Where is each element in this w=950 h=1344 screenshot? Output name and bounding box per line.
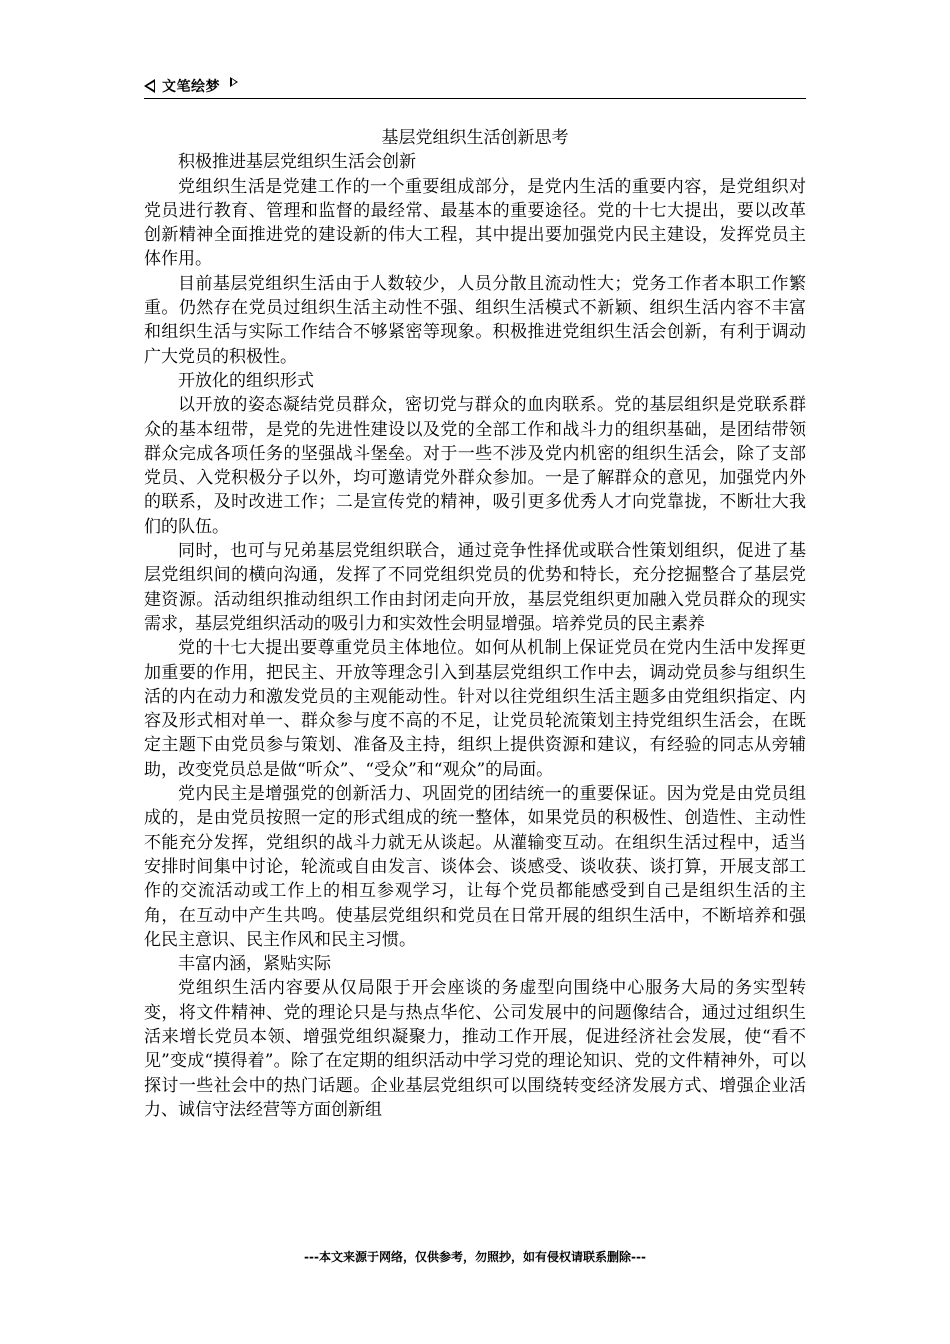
section-heading: 积极推进基层党组织生活会创新	[178, 152, 416, 173]
paragraph: 以开放的姿态凝结党员群众，密切党与群众的血肉联系。党的基层组织是党联系群众的基本纽带，是党的先进性建设以及党的全部工作和战斗力的组织基础，是团结带领群众完成各项任务的坚强战斗堡垒。对于一些不涉及党内机密的组织生活会，除了支部党员、入党积极分子以外，均可邀请党外群众参加。一是了解群众的意见，加强党内外的联系，及时改进工作；二是宣传党的精神，吸引更多优秀人才向党靠拢，不断壮大我们的队伍。	[144, 395, 806, 537]
paragraph: 党组织生活内容要从仅局限于开会座谈的务虚型向围绕中心服务大局的务实型转变，将文件精神、党的理论只是与热点华佗、公司发展中的问题像结合，通过过组织生活来增长党员本领、增强党组织凝聚力，推动工作开展，促进经济社会发展，使“看不见”变成“摸得着”。除了在定期的组织活动中学习党的理论知识、党的文件精神外，可以探讨一些社会中的热门话题。企业基层党组织可以围绕转变经济发展方式、增强企业活力、诚信守法经营等方面创新组	[144, 978, 806, 1120]
document-title: 基层党组织生活创新思考	[381, 128, 569, 148]
page-header	[144, 72, 806, 99]
paragraph: 党内民主是增强党的创新活力、巩固党的团结统一的重要保证。因为党是由党员组成的，是由党员按照一定的形式组成的统一整体，如果党员的积极性、创造性、主动性不能充分发挥，党组织的战斗力就无从谈起。从灌输变互动。在组织生活过程中，适当安排时间集中讨论，轮流或自由发言、谈体会、谈感受、谈收获、谈打算，开展支部工作的交流活动或工作上的相互参观学习，让每个党员都能感受到自己是组织生活的主角，在互动中产生共鸣。使基层党组织和党员在日常开展的组织生活中，不断培养和强化民主意识、民主作风和民主习惯。	[144, 784, 806, 950]
paragraph: 党组织生活是党建工作的一个重要组成部分，是党内生活的重要内容，是党组织对党员进行教育、管理和监督的最经常、最基本的重要途径。党的十七大提出，要以改革创新精神全面推进党的建设新的伟大工程，其中提出要加强党内民主建设，发挥党员主体作用。	[144, 176, 806, 270]
brand-logo	[144, 76, 238, 96]
paragraph: 目前基层党组织生活由于人数较少，人员分散且流动性大；党务工作者本职工作繁重。仍然存在党员过组织生活主动性不强、组织生活模式不新颖、组织生活内容不丰富和组织生活与实际工作结合不够紧密等现象。积极推进党组织生活会创新，有利于调动广大党员的积极性。	[144, 273, 806, 367]
page-footer: ---本文来源于网络，仅供参考，勿照抄，如有侵权请联系删除---	[304, 1250, 646, 1264]
paragraph: 同时，也可与兄弟基层党组织联合，通过竞争性择优或联合性策划组织，促进了基层党组织间的横向沟通，发挥了不同党组织党员的优势和特长，充分挖掘整合了基层党建资源。活动组织推动组织工作由封闭走向开放，基层党组织更加融入党员群众的现实需求，基层党组织活动的吸引力和实效性会明显增强。培养党员的民主素养	[144, 541, 806, 634]
section-heading: 丰富内涵，紧贴实际	[178, 954, 331, 975]
triangle-left-icon	[144, 79, 155, 93]
document-body	[144, 126, 806, 1122]
triangle-right-icon	[230, 77, 238, 87]
paragraph: 党的十七大提出要尊重党员主体地位。如何从机制上保证党员在党内生活中发挥更加重要的作用，把民主、开放等理念引入到基层党组织工作中去，调动党员参与组织生活的内在动力和激发党员的主观能动性。针对以往党组织生活主题多由党组织指定、内容及形式相对单一、群众参与度不高的不足，让党员轮流策划主持党组织生活会，在既定主题下由党员参与策划、准备及主持，组织上提供资源和建议，有经验的同志从旁辅助，改变党员总是做“听众”、“受众”和“观众”的局面。	[144, 638, 806, 780]
brand-name: 文笔绘梦	[162, 79, 220, 95]
section-heading: 开放化的组织形式	[178, 370, 314, 391]
